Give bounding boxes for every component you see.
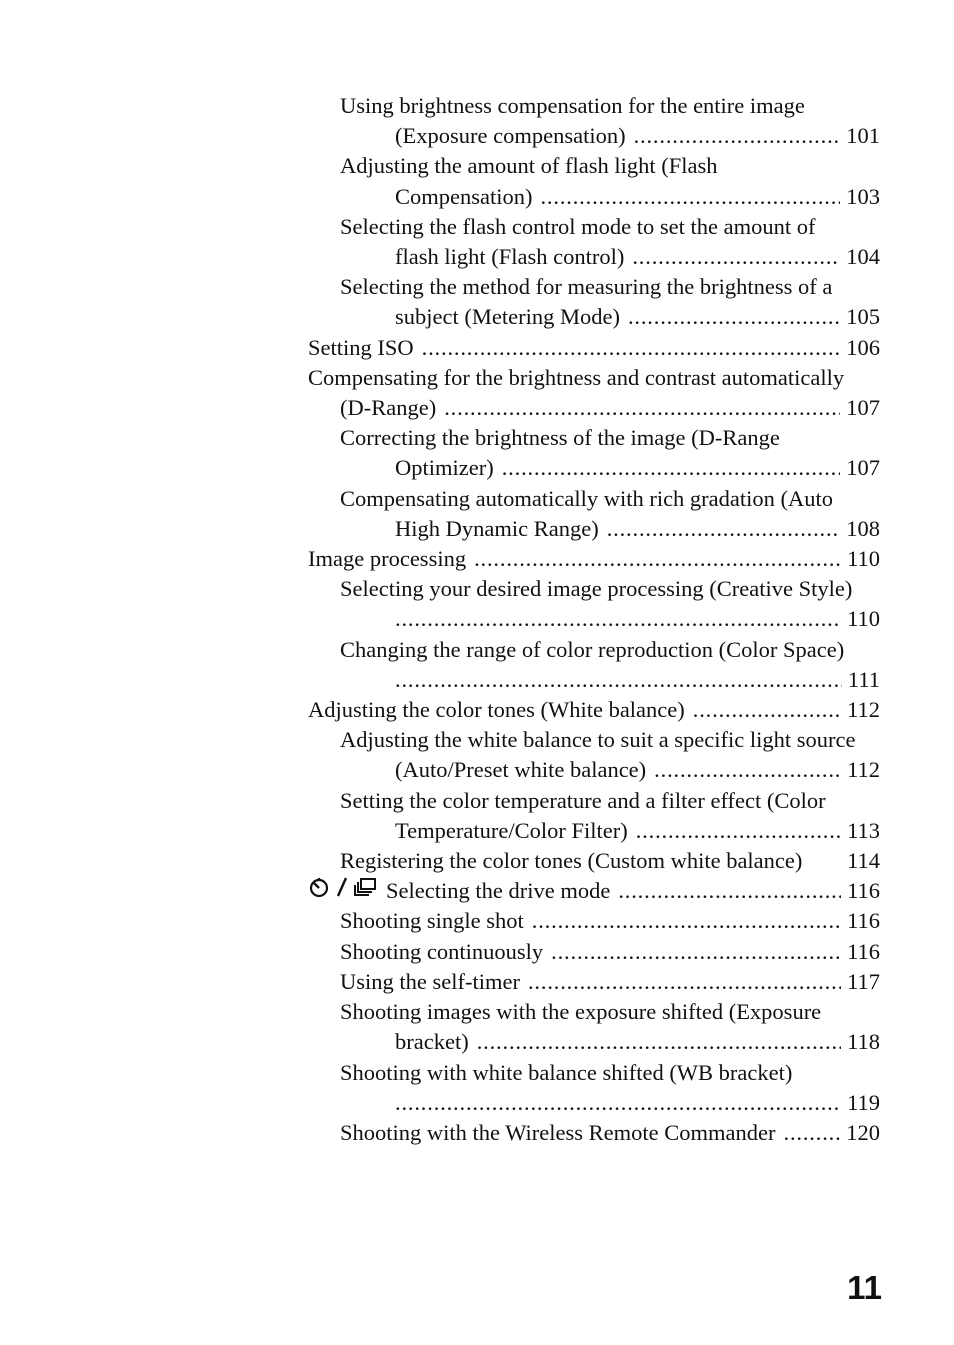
toc-entry[interactable]: [308, 212, 880, 272]
toc-entry-title-continued: High Dynamic Range): [395, 515, 599, 541]
toc-page-number: 107: [846, 395, 880, 421]
toc-entry[interactable]: [308, 937, 880, 967]
toc-page-number: 104: [846, 244, 880, 270]
toc-entry-title-continued: (Auto/Preset white balance): [395, 757, 647, 783]
toc-entry-title-continued: (Exposure compensation): [395, 123, 626, 149]
dot-leader: [502, 453, 841, 483]
toc-entry-title: Selecting the drive mode: [386, 878, 611, 904]
dot-leader: [395, 665, 842, 695]
dot-leader: [395, 604, 841, 634]
toc-entry-title-continued: Compensation): [395, 183, 533, 209]
toc-entry[interactable]: [308, 906, 880, 936]
toc-entry-title: Adjusting the white balance to suit a specific light source: [340, 727, 856, 753]
toc-entry[interactable]: [308, 333, 880, 363]
slash-separator-icon: [336, 876, 348, 898]
dot-leader: [422, 333, 841, 363]
toc-page-number: 107: [846, 455, 880, 481]
dot-leader: [632, 242, 840, 272]
toc-page-number: 117: [847, 968, 880, 994]
toc-page-number: 114: [847, 848, 880, 874]
self-timer-icon: [308, 876, 330, 898]
toc-entry-title: Shooting images with the exposure shifted (Exposure: [340, 999, 822, 1025]
toc-entry[interactable]: [308, 272, 880, 332]
toc-entry-title: Setting ISO: [308, 334, 414, 360]
dot-leader: [654, 755, 841, 785]
dot-leader: [784, 1118, 841, 1148]
toc-page-number: 108: [846, 515, 880, 541]
toc-page-number: 110: [847, 546, 880, 572]
dot-leader: [540, 182, 840, 212]
toc-entry-title: Compensating automatically with rich gradation (Auto: [340, 485, 834, 511]
toc-entry-title-continued: flash light (Flash control): [395, 244, 625, 270]
toc-page-number: 105: [846, 304, 880, 330]
toc-entry-title: Shooting with white balance shifted (WB bracket): [340, 1059, 793, 1085]
toc-entry-title: Image processing: [308, 546, 467, 572]
toc-entry[interactable]: [308, 484, 880, 544]
toc-entry-title: Shooting with the Wireless Remote Commander: [340, 1119, 776, 1145]
dot-leader: [628, 302, 840, 332]
table-of-contents: [308, 91, 880, 1148]
drive-mode-icons: [308, 876, 378, 898]
toc-page-number: 106: [846, 334, 880, 360]
toc-entry-title: Using brightness compensation for the entire image: [340, 93, 805, 118]
toc-entry-title-continued: (D-Range): [340, 395, 437, 421]
dot-leader: [634, 121, 841, 151]
dot-leader: [444, 393, 840, 423]
toc-entry[interactable]: [308, 423, 880, 483]
toc-entry[interactable]: [308, 1118, 880, 1148]
toc-entry-title: Setting the color temperature and a filter effect (Color: [340, 787, 826, 813]
toc-entry[interactable]: [308, 635, 880, 695]
toc-page-number: 103: [846, 183, 880, 209]
dot-leader: [532, 906, 841, 936]
toc-entry-title-continued: Optimizer): [395, 455, 494, 481]
toc-entry[interactable]: [308, 725, 880, 785]
toc-page-number: 119: [847, 1089, 880, 1115]
toc-entry[interactable]: [308, 574, 880, 634]
dot-leader: [551, 937, 841, 967]
page-number: 11: [847, 1269, 882, 1306]
toc-entry-title: Shooting single shot: [340, 908, 524, 934]
toc-entry[interactable]: [308, 91, 880, 151]
toc-entry-title: Selecting the method for measuring the brightness of a: [340, 274, 833, 300]
toc-entry[interactable]: [308, 363, 880, 423]
toc-page-number: 116: [847, 908, 880, 934]
toc-entry[interactable]: [308, 997, 880, 1057]
toc-page-number: 110: [847, 606, 880, 632]
toc-entry-title: Using the self-timer: [340, 968, 520, 994]
toc-entry-title: Correcting the brightness of the image (D-Range: [340, 425, 780, 451]
toc-entry-title: Adjusting the amount of flash light (Flash: [340, 153, 718, 179]
toc-page-number: 111: [847, 666, 880, 692]
dot-leader: [636, 816, 841, 846]
toc-entry-title-continued: Temperature/Color Filter): [395, 817, 628, 843]
toc-page-number: 112: [847, 697, 880, 723]
toc-entry[interactable]: [308, 151, 880, 211]
dot-leader: [395, 1088, 841, 1118]
toc-page-number: 120: [846, 1119, 880, 1145]
dot-leader: [607, 514, 841, 544]
dot-leader: [477, 1027, 841, 1057]
toc-entry[interactable]: [308, 1058, 880, 1118]
toc-entry-title: Compensating for the brightness and contrast automatically: [308, 364, 845, 390]
toc-page-number: 116: [847, 938, 880, 964]
toc-entry[interactable]: [308, 846, 880, 876]
toc-entry[interactable]: [308, 695, 880, 725]
toc-entry-title-continued: subject (Metering Mode): [395, 304, 620, 330]
dot-leader: [693, 695, 841, 725]
toc-entry-title: Shooting continuously: [340, 938, 544, 964]
toc-entry[interactable]: [308, 967, 880, 997]
toc-entry-title: Adjusting the color tones (White balance): [308, 697, 685, 723]
dot-leader: [618, 876, 841, 906]
toc-entry-title-continued: bracket): [395, 1029, 469, 1055]
toc-entry-title: Changing the range of color reproduction (Color Space): [340, 636, 845, 662]
toc-page-number: 118: [847, 1029, 880, 1055]
toc-page-number: 101: [846, 123, 880, 149]
toc-page-number: 112: [847, 757, 880, 783]
toc-entry-title: Selecting your desired image processing (Creative Style): [340, 576, 853, 602]
toc-page-number: 116: [847, 878, 880, 904]
toc-entry[interactable]: [308, 876, 880, 906]
toc-page-number: 113: [847, 817, 880, 843]
toc-entry-title: Registering the color tones (Custom white balance): [340, 848, 803, 874]
toc-entry-title: Selecting the flash control mode to set the amount of: [340, 213, 816, 239]
dot-leader: [528, 967, 841, 997]
toc-entry[interactable]: [308, 544, 880, 574]
continuous-shooting-icon: [354, 877, 378, 897]
toc-entry[interactable]: [308, 786, 880, 846]
dot-leader: [474, 544, 841, 574]
